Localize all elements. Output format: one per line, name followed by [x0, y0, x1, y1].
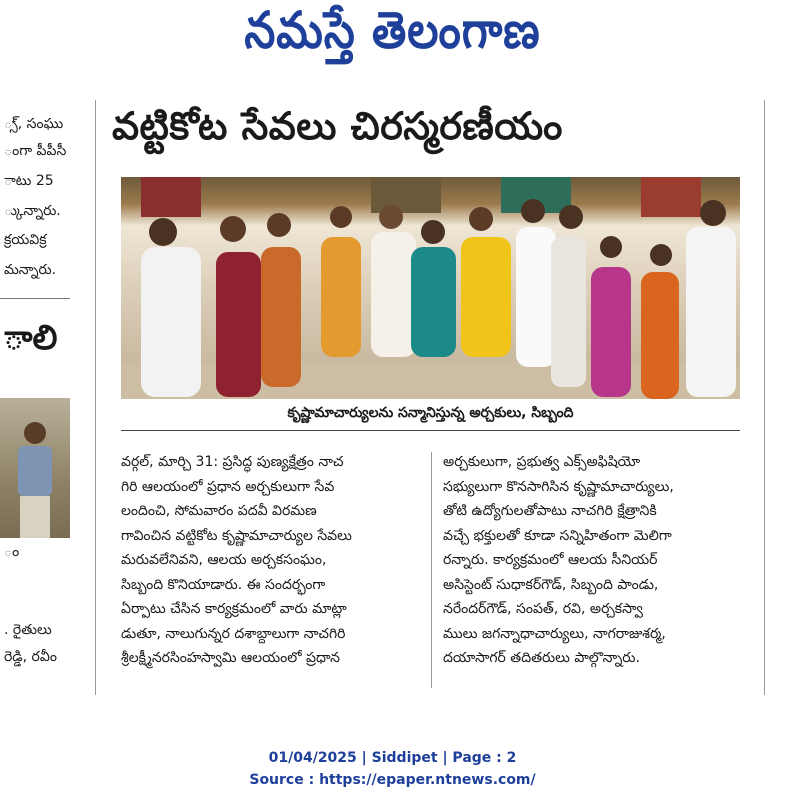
left-line: . రైతులు	[4, 622, 52, 638]
body-line: సభ్యులుగా కొనసాగిసిన కృష్ణామాచార్యులు,	[443, 478, 674, 495]
footer-source-line: Source : https://epaper.ntnews.com/	[249, 772, 536, 788]
article-column-2	[443, 450, 753, 671]
body-line: లందించి, సోమవారం పదవీ విరమణ	[121, 503, 317, 519]
column-rule-middle	[431, 452, 432, 688]
body-line: నరేందర్‌గౌడ్, సంపత్, రవి, అర్చకస్వా	[443, 601, 643, 617]
body-line: ఏర్పాటు చేసిన కార్యక్రమంలో వారు మాట్లా	[121, 601, 347, 617]
left-line: ్స్, సంఘు	[4, 116, 64, 132]
body-line: గావించిన వట్టికోట కృష్ణామాచార్యుల సేవలు	[121, 527, 352, 544]
column-rule-right	[764, 100, 765, 695]
masthead-title: నమస్తే తెలంగాణ	[244, 1, 541, 60]
body-line: తోటి ఉద్యోగులతోపాటు నాచగిరి క్షేత్రానికి	[443, 503, 657, 519]
body-line: ములు జగన్నాధాచార్యులు, నాగరాజుశర్మ,	[443, 625, 666, 642]
left-caption-text: ం	[4, 544, 20, 560]
body-line: రన్నారు. కార్యక్రమంలో ఆలయ సీనియర్	[443, 552, 658, 568]
left-headline-text: ాలి	[4, 318, 58, 358]
left-column-top	[0, 112, 70, 287]
body-line: వర్గల్, మార్చి 31: ప్రసిద్ధ పుణ్యక్షేత్రం నాచ	[121, 454, 344, 470]
article-column-1	[121, 450, 427, 671]
body-line: గిరి ఆలయంలో ప్రధాన అర్చకులుగా సేవ	[121, 478, 335, 495]
caption-rule	[121, 430, 740, 431]
body-line: అర్చకులుగా, ప్రభుత్వ ఎక్స్‌అఫిషియో	[443, 454, 641, 470]
body-line: వచ్చే భక్తులతో కూడా సన్నిహితంగా మెలిగా	[443, 527, 672, 544]
body-line: దయాసాగర్ తదితరులు పాల్గొన్నారు.	[443, 650, 640, 666]
left-line: ంగా పీపీసీ	[4, 143, 67, 159]
body-line: అసిస్టెంట్ సుధాకర్‌గౌడ్, సిబ్బంది పాండు,	[443, 576, 659, 593]
photo-caption: కృష్ణామాచార్యులను సన్మానిస్తున్న అర్చకులు, సిబ్బంది	[287, 405, 574, 421]
body-line: సిబ్బంది కొనియాడారు. ఈ సందర్భంగా	[121, 576, 326, 593]
left-line: మన్నారు.	[4, 262, 57, 278]
body-line: డుతూ, నాలుగున్నర దశాబ్దాలుగా నాచగిరి	[121, 625, 346, 642]
body-line: మరువలేనివని, ఆలయ అర్చకసంఘం,	[121, 552, 327, 568]
article-photo	[121, 177, 740, 399]
masthead	[0, 0, 785, 70]
article-headline: వట్టికోట సేవలు చిరస్మరణీయం	[112, 104, 563, 148]
left-line: ్కున్నారు.	[4, 203, 61, 219]
left-caption-fragment	[0, 544, 70, 574]
left-column-bottom	[0, 618, 70, 678]
column-rule-left	[95, 100, 96, 695]
left-headline-fragment	[0, 318, 70, 368]
left-photo-figure	[0, 398, 70, 538]
left-divider	[0, 298, 70, 299]
photo-scene	[121, 177, 740, 399]
left-photo	[0, 398, 70, 538]
left-line: క్రయవిక్ర	[4, 232, 47, 248]
left-line: రెడ్డి, రవీం	[4, 649, 57, 665]
body-line: శ్రీలక్ష్మీనరసింహస్వామి ఆలయంలో ప్రధాన	[121, 650, 340, 666]
footer-date-line: 01/04/2025 | Siddipet | Page : 2	[268, 750, 517, 766]
left-line: ాటు 25	[4, 173, 54, 189]
